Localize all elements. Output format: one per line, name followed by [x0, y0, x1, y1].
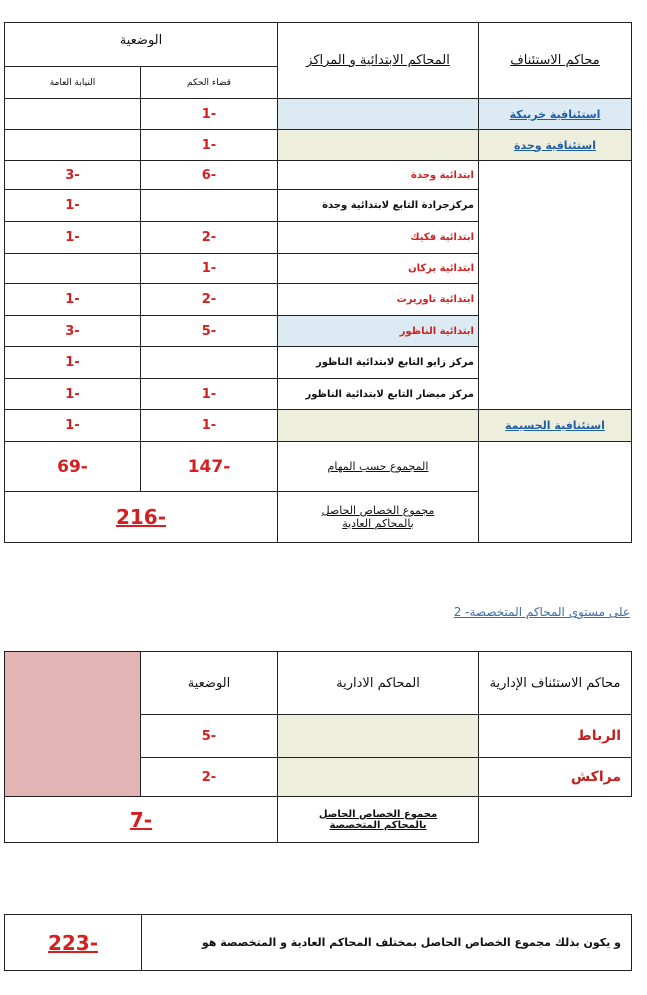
pink-cell [5, 652, 141, 797]
cell-judges: 2- [141, 222, 278, 254]
cell-prosecution: 1- [5, 347, 141, 379]
cell-judges [141, 347, 278, 379]
empty-cell [479, 797, 632, 843]
subheader-prosecution: النيابة العامة [5, 67, 141, 99]
cell-admin [278, 758, 479, 797]
cell-judges: 1- [141, 410, 278, 442]
cell-prosecution: 1- [5, 410, 141, 442]
cell-court: ابتدائية الناظور [278, 316, 479, 347]
header-admin-appeal: محاكم الاستئناف الإدارية [479, 652, 632, 715]
appeal-empty [479, 161, 632, 410]
cell-prosecution [5, 99, 141, 130]
cell-judges [141, 190, 278, 222]
appeal-empty-bottom [479, 442, 632, 543]
appeal-hoceima: استئنافية الحسيمة [479, 410, 632, 442]
final-text: و يكون بذلك مجموع الخصاص الحاصل بمختلف المحاكم العادية و المتخصصة هو [142, 915, 632, 971]
cell-court [278, 99, 479, 130]
cell-prosecution [5, 254, 141, 284]
header-first-instance: المحاكم الابتدائية و المراكز [278, 23, 479, 99]
cell-prosecution: 1- [5, 284, 141, 316]
header-status: الوضعية [5, 23, 278, 67]
grand-total-label: مجموع الخصاص الحاصل بالمحاكم العادية [278, 492, 479, 543]
header-status: الوضعية [141, 652, 278, 715]
header-appeal: محاكم الاستئناف [479, 23, 632, 99]
cell-judges: 2- [141, 284, 278, 316]
final-total: 223- [5, 915, 142, 971]
grand-total: 216- [5, 492, 278, 543]
cell-prosecution: 3- [5, 161, 141, 190]
cell-judges: 1- [141, 130, 278, 161]
cell-court: مركز زايو التابع لابتدائية الناظور [278, 347, 479, 379]
header-admin: المحاكم الادارية [278, 652, 479, 715]
table-final-total [4, 914, 632, 971]
cell-court: مركز ميضار التابع لابتدائية الناظور [278, 379, 479, 410]
cell-judges: 5- [141, 316, 278, 347]
cell-court: ابتدائية وجدة [278, 161, 479, 190]
cell-court: ابتدائية بركان [278, 254, 479, 284]
cell-judges: 1- [141, 379, 278, 410]
cell-court: ابتدائية فكيك [278, 222, 479, 254]
section-title: 2 -على مستوى المحاكم المتخصصة [453, 605, 630, 619]
total-judges: 147- [141, 442, 278, 492]
court-rabat: الرباط [479, 715, 632, 758]
subheader-judiciary: قضاء الحكم [141, 67, 278, 99]
cell-court: مركزجرادة التابع لابتدائية وجدة [278, 190, 479, 222]
cell-court [278, 130, 479, 161]
total-prosecution: 69- [5, 442, 141, 492]
cell-court [278, 410, 479, 442]
cell-prosecution: 3- [5, 316, 141, 347]
court-marrakech: مراكش [479, 758, 632, 797]
table-ordinary-courts [4, 22, 632, 543]
table-specialized-courts [4, 651, 632, 843]
cell-value: 2- [141, 758, 278, 797]
specialized-total-label: مجموع الخصاص الحاصل بالمحاكم المتخصصة [278, 797, 479, 843]
cell-judges: 1- [141, 99, 278, 130]
cell-value: 5- [141, 715, 278, 758]
cell-prosecution: 1- [5, 379, 141, 410]
total-label: المجموع حسب المهام [278, 442, 479, 492]
cell-judges: 6- [141, 161, 278, 190]
cell-judges: 1- [141, 254, 278, 284]
cell-prosecution: 1- [5, 222, 141, 254]
specialized-total: 7- [5, 797, 278, 843]
cell-admin [278, 715, 479, 758]
appeal-khouribga: استئنافية خريبكة [479, 99, 632, 130]
cell-court: ابتدائية تاوريرت [278, 284, 479, 316]
appeal-oujda: استئنافية وجدة [479, 130, 632, 161]
cell-prosecution: 1- [5, 190, 141, 222]
cell-prosecution [5, 130, 141, 161]
